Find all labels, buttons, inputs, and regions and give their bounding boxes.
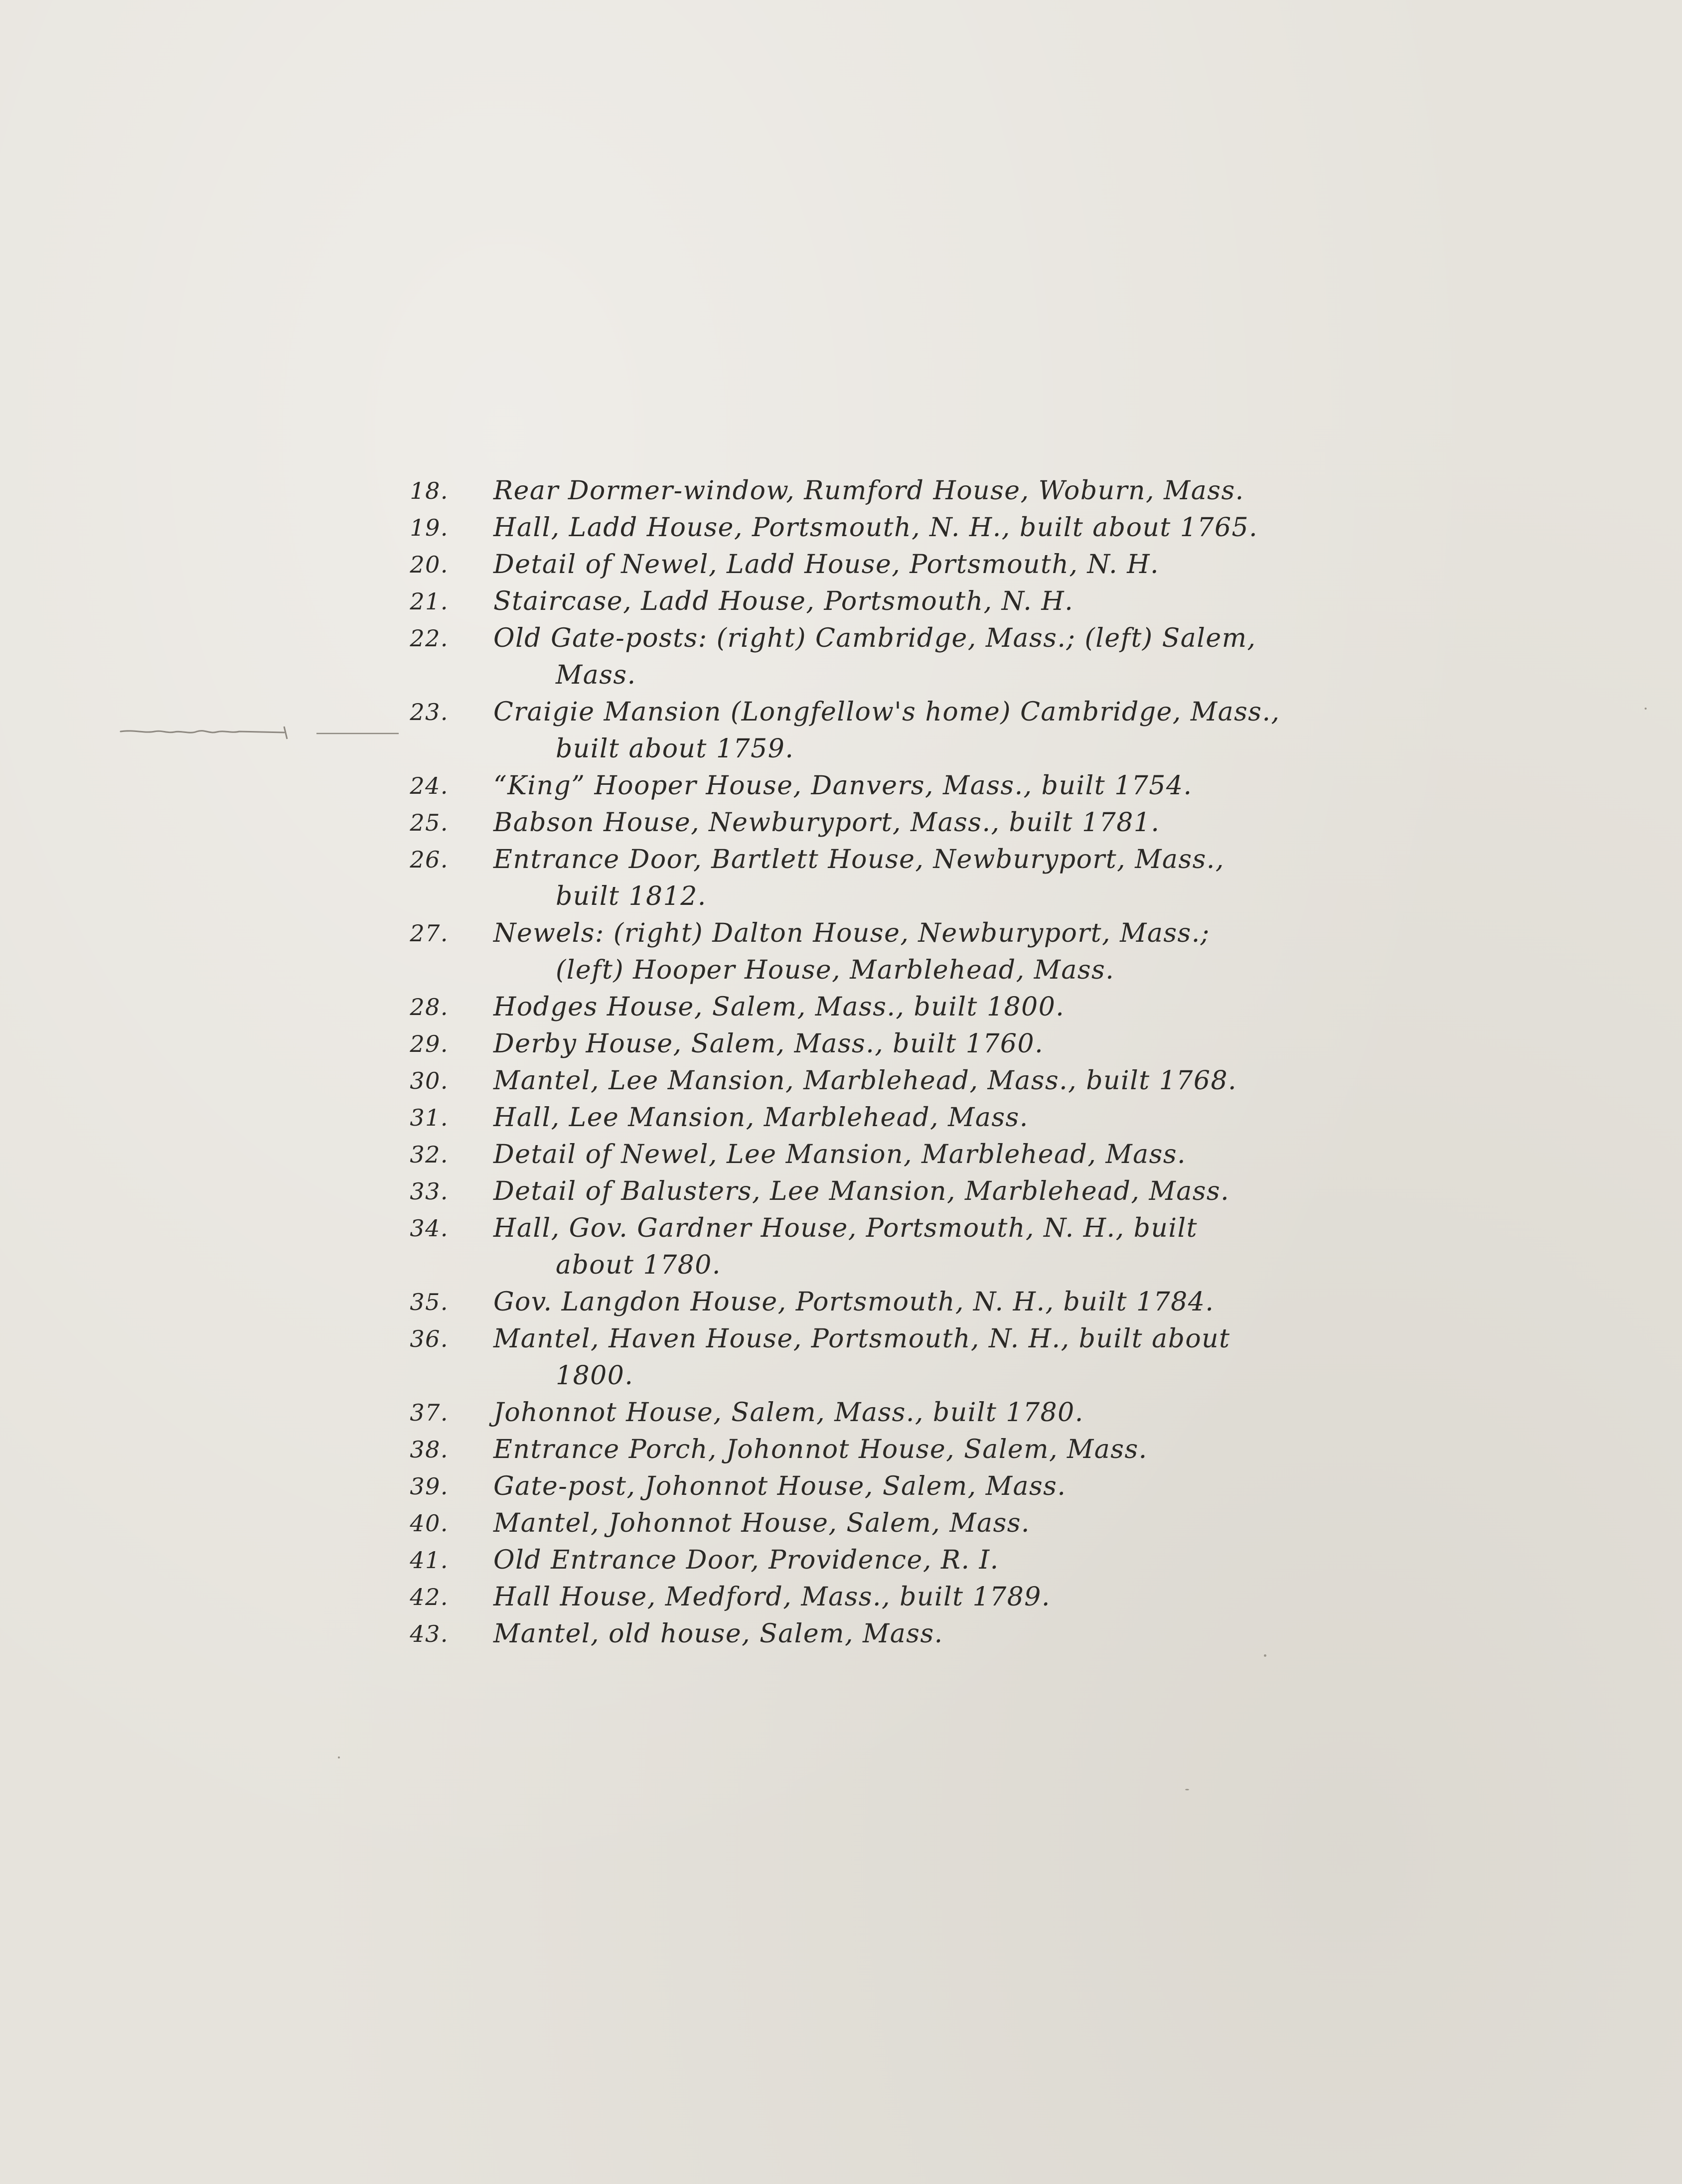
plate-entry [389,694,1286,767]
plate-entry [389,1062,1286,1099]
caption-line: Detail of Newel, Ladd House, Portsmouth, N. H. [493,550,1160,580]
plate-entry [389,1468,1286,1505]
plate-entry [389,1542,1286,1579]
caption-line: Entrance Porch, Johonnot House, Salem, Mass. [493,1435,1148,1464]
plate-caption [493,1099,1286,1136]
plate-number: 28. [410,994,449,1020]
caption-line: Hall, Ladd House, Portsmouth, N. H., built about 1765. [493,513,1258,543]
plate-entry [389,583,1286,620]
plate-entry [389,1025,1286,1062]
plate-entry [389,1615,1286,1652]
plate-number: 18. [410,477,449,504]
plate-number: 33. [410,1178,449,1205]
plate-entry [389,1173,1286,1210]
plate-caption [493,1505,1286,1542]
plate-caption [493,989,1286,1025]
plate-entry [389,509,1286,546]
paper-speck [1645,708,1647,710]
plate-caption [493,1615,1286,1652]
plate-caption [493,1210,1286,1284]
plate-number: 25. [410,809,449,836]
paper-speck [1264,1654,1266,1657]
plate-entry [389,1210,1286,1284]
caption-line: Johonnot House, Salem, Mass., built 1780. [493,1398,1084,1428]
plate-caption [493,694,1286,767]
plate-entry [389,841,1286,915]
plate-caption [493,1394,1286,1431]
plate-number: 37. [410,1399,449,1426]
caption-continuation-line: 1800. [556,1361,634,1391]
plate-entry [389,546,1286,583]
plate-caption [493,767,1286,804]
plate-caption [493,1431,1286,1468]
plate-entry [389,620,1286,694]
plate-number: 27. [410,920,449,947]
caption-line: “King” Hooper House, Danvers, Mass., built 1754. [493,771,1193,801]
plate-entry [389,915,1286,989]
caption-continuation-line: (left) Hooper House, Marblehead, Mass. [556,955,1115,985]
caption-continuation-line: built 1812. [556,881,707,911]
plate-entry [389,1136,1286,1173]
caption-continuation-line: about 1780. [556,1250,721,1280]
caption-continuation-line: Mass. [556,660,636,690]
caption-line: Hall, Gov. Gardner House, Portsmouth, N. H., built [493,1213,1198,1243]
caption-line: Staircase, Ladd House, Portsmouth, N. H. [493,586,1074,616]
plate-caption [493,620,1286,694]
plate-caption [493,472,1286,509]
plate-caption [493,1062,1286,1099]
plate-caption [493,1320,1286,1394]
plate-caption [493,915,1286,989]
plate-number: 31. [410,1104,449,1131]
plate-entry [389,989,1286,1025]
caption-line: Newels: (right) Dalton House, Newburyport, Mass.; [493,918,1210,948]
list-of-plates [389,472,1286,1652]
plate-number: 43. [410,1620,449,1647]
plate-caption [493,509,1286,546]
plate-entry [389,1099,1286,1136]
plate-number: 26. [410,846,449,873]
plate-number: 23. [410,699,449,726]
caption-line: Mantel, Haven House, Portsmouth, N. H., built about [493,1324,1230,1354]
plate-entry [389,1431,1286,1468]
plate-number: 35. [410,1289,449,1315]
plate-caption [493,1542,1286,1579]
paper-speck [338,1756,340,1758]
plate-number: 24. [410,772,449,799]
plate-caption [493,841,1286,915]
caption-line: Detail of Newel, Lee Mansion, Marblehead, Mass. [493,1140,1187,1169]
plate-caption [493,1579,1286,1615]
caption-line: Gate-post, Johonnot House, Salem, Mass. [493,1471,1067,1501]
plate-caption [493,1173,1286,1210]
plate-number: 39. [410,1473,449,1500]
plate-number: 29. [410,1030,449,1057]
caption-line: Mantel, old house, Salem, Mass. [493,1619,943,1649]
plate-caption [493,546,1286,583]
plate-caption [493,804,1286,841]
plate-entry [389,1284,1286,1320]
plate-number: 34. [410,1215,449,1242]
plate-number: 40. [410,1510,449,1537]
plate-caption [493,583,1286,620]
plate-entry [389,1505,1286,1542]
plate-caption [493,1025,1286,1062]
plate-entry [389,767,1286,804]
plate-number: 21. [410,588,449,615]
plate-number: 30. [410,1067,449,1094]
plate-number: 32. [410,1141,449,1168]
plate-number: 36. [410,1325,449,1352]
plate-entry [389,1394,1286,1431]
plate-number: 38. [410,1436,449,1463]
caption-line: Gov. Langdon House, Portsmouth, N. H., built 1784. [493,1287,1215,1317]
caption-line: Mantel, Johonnot House, Salem, Mass. [493,1508,1030,1538]
plate-caption [493,1468,1286,1505]
plate-caption [493,1284,1286,1320]
caption-line: Entrance Door, Bartlett House, Newburyport, Mass., [493,845,1224,874]
caption-line: Craigie Mansion (Longfellow's home) Cambridge, Mass., [493,697,1280,727]
caption-continuation-line: built about 1759. [556,734,794,764]
caption-line: Old Gate-posts: (right) Cambridge, Mass.; (left) Salem, [493,623,1256,653]
plate-entry [389,804,1286,841]
paper-speck [1185,1789,1189,1790]
plate-number: 19. [410,514,449,541]
plate-entry [389,472,1286,509]
plate-number: 22. [410,625,449,652]
plate-caption [493,1136,1286,1173]
caption-line: Hall House, Medford, Mass., built 1789. [493,1582,1051,1612]
plate-entry [389,1320,1286,1394]
caption-line: Hall, Lee Mansion, Marblehead, Mass. [493,1103,1029,1133]
caption-line: Babson House, Newburyport, Mass., built 1781. [493,808,1160,838]
pencil-margin-mark [120,712,399,741]
plate-number: 41. [410,1547,449,1574]
plate-entry [389,1579,1286,1615]
plate-number: 42. [410,1584,449,1610]
caption-line: Hodges House, Salem, Mass., built 1800. [493,992,1065,1022]
plate-number: 20. [410,551,449,578]
caption-line: Rear Dormer-window, Rumford House, Woburn, Mass. [493,476,1244,506]
caption-line: Mantel, Lee Mansion, Marblehead, Mass., built 1768. [493,1066,1237,1096]
caption-line: Derby House, Salem, Mass., built 1760. [493,1029,1044,1059]
caption-line: Old Entrance Door, Providence, R. I. [493,1545,999,1575]
caption-line: Detail of Balusters, Lee Mansion, Marblehead, Mass. [493,1176,1230,1206]
